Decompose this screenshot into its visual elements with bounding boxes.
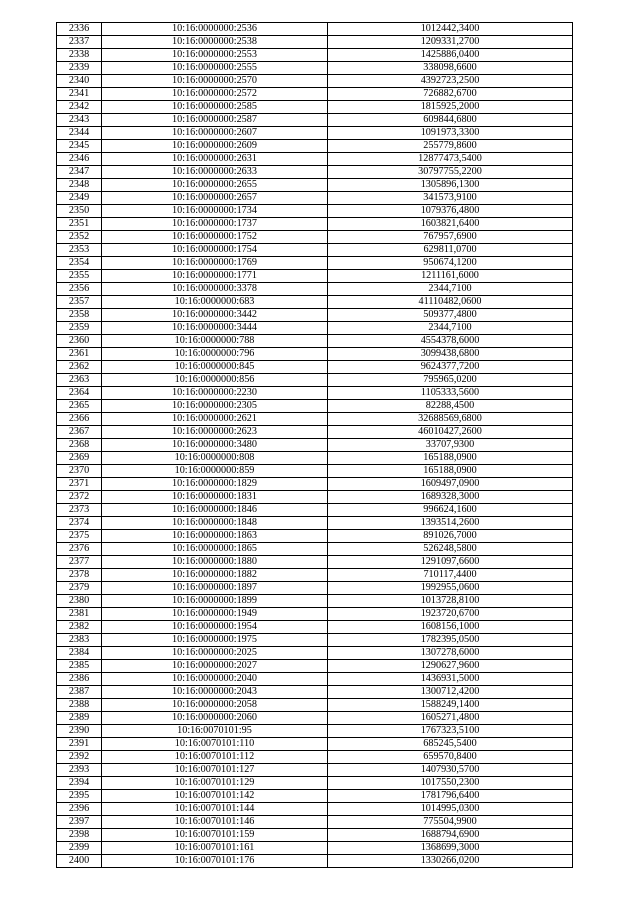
cadastral-number-cell: 10:16:0000000:1975 bbox=[102, 634, 328, 647]
value-cell: 9624377,7200 bbox=[328, 361, 573, 374]
cadastral-number-cell: 10:16:0070101:176 bbox=[102, 855, 328, 868]
table-row bbox=[57, 101, 573, 114]
table-row bbox=[57, 621, 573, 634]
value-cell: 32688569,6800 bbox=[328, 413, 573, 426]
table-row bbox=[57, 283, 573, 296]
cadastral-number-cell: 10:16:0000000:1734 bbox=[102, 205, 328, 218]
table-row bbox=[57, 465, 573, 478]
cadastral-number-cell: 10:16:0000000:2060 bbox=[102, 712, 328, 725]
table-row bbox=[57, 634, 573, 647]
cadastral-number-cell: 10:16:0070101:112 bbox=[102, 751, 328, 764]
value-cell: 1608156,1000 bbox=[328, 621, 573, 634]
cadastral-number-cell: 10:16:0000000:1737 bbox=[102, 218, 328, 231]
table-row bbox=[57, 842, 573, 855]
value-cell: 609844,6800 bbox=[328, 114, 573, 127]
row-number-cell: 2393 bbox=[57, 764, 102, 777]
row-number-cell: 2362 bbox=[57, 361, 102, 374]
table-row bbox=[57, 803, 573, 816]
row-number-cell: 2381 bbox=[57, 608, 102, 621]
cadastral-number-cell: 10:16:0000000:683 bbox=[102, 296, 328, 309]
row-number-cell: 2341 bbox=[57, 88, 102, 101]
cadastral-number-cell: 10:16:0000000:2027 bbox=[102, 660, 328, 673]
cadastral-number-cell: 10:16:0070101:144 bbox=[102, 803, 328, 816]
cadastral-number-cell: 10:16:0000000:2553 bbox=[102, 49, 328, 62]
row-number-cell: 2373 bbox=[57, 504, 102, 517]
value-cell: 1368699,3000 bbox=[328, 842, 573, 855]
table-row bbox=[57, 62, 573, 75]
table-row bbox=[57, 686, 573, 699]
row-number-cell: 2374 bbox=[57, 517, 102, 530]
row-number-cell: 2357 bbox=[57, 296, 102, 309]
row-number-cell: 2377 bbox=[57, 556, 102, 569]
table-row bbox=[57, 205, 573, 218]
row-number-cell: 2371 bbox=[57, 478, 102, 491]
table-row bbox=[57, 439, 573, 452]
cadastral-number-cell: 10:16:0000000:2230 bbox=[102, 387, 328, 400]
value-cell: 710117,4400 bbox=[328, 569, 573, 582]
table-row bbox=[57, 738, 573, 751]
cadastral-number-cell: 10:16:0000000:3442 bbox=[102, 309, 328, 322]
row-number-cell: 2379 bbox=[57, 582, 102, 595]
table-row bbox=[57, 335, 573, 348]
table-row bbox=[57, 751, 573, 764]
cadastral-number-cell: 10:16:0000000:788 bbox=[102, 335, 328, 348]
value-cell: 526248,5800 bbox=[328, 543, 573, 556]
row-number-cell: 2364 bbox=[57, 387, 102, 400]
cadastral-number-cell: 10:16:0000000:2623 bbox=[102, 426, 328, 439]
row-number-cell: 2397 bbox=[57, 816, 102, 829]
table-row bbox=[57, 140, 573, 153]
value-cell: 685245,5400 bbox=[328, 738, 573, 751]
cadastral-number-cell: 10:16:0070101:110 bbox=[102, 738, 328, 751]
table-row bbox=[57, 725, 573, 738]
cadastral-number-cell: 10:16:0000000:1831 bbox=[102, 491, 328, 504]
table-row bbox=[57, 387, 573, 400]
cadastral-number-cell: 10:16:0000000:1863 bbox=[102, 530, 328, 543]
value-cell: 30797755,2200 bbox=[328, 166, 573, 179]
value-cell: 726882,6700 bbox=[328, 88, 573, 101]
table-row bbox=[57, 348, 573, 361]
cadastral-number-cell: 10:16:0000000:2536 bbox=[102, 23, 328, 36]
table-row bbox=[57, 647, 573, 660]
row-number-cell: 2358 bbox=[57, 309, 102, 322]
cadastral-number-cell: 10:16:0000000:2621 bbox=[102, 413, 328, 426]
table-row bbox=[57, 504, 573, 517]
value-cell: 1767323,5100 bbox=[328, 725, 573, 738]
cadastral-number-cell: 10:16:0070101:129 bbox=[102, 777, 328, 790]
value-cell: 41110482,0600 bbox=[328, 296, 573, 309]
cadastral-number-cell: 10:16:0000000:1899 bbox=[102, 595, 328, 608]
table-row bbox=[57, 270, 573, 283]
value-cell: 1017550,2300 bbox=[328, 777, 573, 790]
row-number-cell: 2387 bbox=[57, 686, 102, 699]
value-cell: 1091973,3300 bbox=[328, 127, 573, 140]
cadastral-number-cell: 10:16:0000000:845 bbox=[102, 361, 328, 374]
value-cell: 1588249,1400 bbox=[328, 699, 573, 712]
cadastral-number-cell: 10:16:0000000:856 bbox=[102, 374, 328, 387]
cadastral-number-cell: 10:16:0070101:142 bbox=[102, 790, 328, 803]
table-row bbox=[57, 49, 573, 62]
table-row bbox=[57, 127, 573, 140]
value-cell: 795965,0200 bbox=[328, 374, 573, 387]
row-number-cell: 2348 bbox=[57, 179, 102, 192]
cadastral-number-cell: 10:16:0000000:859 bbox=[102, 465, 328, 478]
table-row bbox=[57, 244, 573, 257]
table-row bbox=[57, 88, 573, 101]
row-number-cell: 2400 bbox=[57, 855, 102, 868]
row-number-cell: 2336 bbox=[57, 23, 102, 36]
table-row bbox=[57, 569, 573, 582]
value-cell: 3099438,6800 bbox=[328, 348, 573, 361]
row-number-cell: 2398 bbox=[57, 829, 102, 842]
value-cell: 1603821,6400 bbox=[328, 218, 573, 231]
value-cell: 1305896,1300 bbox=[328, 179, 573, 192]
table-row bbox=[57, 478, 573, 491]
cadastral-value-table bbox=[56, 22, 573, 868]
cadastral-number-cell: 10:16:0000000:2555 bbox=[102, 62, 328, 75]
value-cell: 1605271,4800 bbox=[328, 712, 573, 725]
row-number-cell: 2376 bbox=[57, 543, 102, 556]
cadastral-number-cell: 10:16:0000000:808 bbox=[102, 452, 328, 465]
value-cell: 1923720,6700 bbox=[328, 608, 573, 621]
value-cell: 950674,1200 bbox=[328, 257, 573, 270]
value-cell: 1689328,3000 bbox=[328, 491, 573, 504]
row-number-cell: 2396 bbox=[57, 803, 102, 816]
value-cell: 1815925,2000 bbox=[328, 101, 573, 114]
table-row bbox=[57, 660, 573, 673]
table-row bbox=[57, 608, 573, 621]
cadastral-number-cell: 10:16:0000000:2607 bbox=[102, 127, 328, 140]
cadastral-number-cell: 10:16:0000000:796 bbox=[102, 348, 328, 361]
table-row bbox=[57, 582, 573, 595]
cadastral-number-cell: 10:16:0000000:1880 bbox=[102, 556, 328, 569]
table-row bbox=[57, 491, 573, 504]
cadastral-number-cell: 10:16:0000000:2040 bbox=[102, 673, 328, 686]
value-cell: 341573,9100 bbox=[328, 192, 573, 205]
value-cell: 1209331,2700 bbox=[328, 36, 573, 49]
table-row bbox=[57, 166, 573, 179]
table-row bbox=[57, 855, 573, 868]
row-number-cell: 2384 bbox=[57, 647, 102, 660]
row-number-cell: 2347 bbox=[57, 166, 102, 179]
value-cell: 1307278,6000 bbox=[328, 647, 573, 660]
table-row bbox=[57, 218, 573, 231]
row-number-cell: 2352 bbox=[57, 231, 102, 244]
row-number-cell: 2389 bbox=[57, 712, 102, 725]
table-row bbox=[57, 543, 573, 556]
row-number-cell: 2351 bbox=[57, 218, 102, 231]
cadastral-number-cell: 10:16:0000000:1752 bbox=[102, 231, 328, 244]
cadastral-number-cell: 10:16:0000000:2609 bbox=[102, 140, 328, 153]
cadastral-number-cell: 10:16:0000000:2572 bbox=[102, 88, 328, 101]
value-cell: 1300712,4200 bbox=[328, 686, 573, 699]
cadastral-number-cell: 10:16:0000000:2587 bbox=[102, 114, 328, 127]
table-body bbox=[57, 23, 573, 868]
row-number-cell: 2340 bbox=[57, 75, 102, 88]
cadastral-number-cell: 10:16:0000000:2043 bbox=[102, 686, 328, 699]
cadastral-number-cell: 10:16:0000000:1829 bbox=[102, 478, 328, 491]
row-number-cell: 2368 bbox=[57, 439, 102, 452]
cadastral-number-cell: 10:16:0070101:95 bbox=[102, 725, 328, 738]
cadastral-number-cell: 10:16:0000000:2655 bbox=[102, 179, 328, 192]
table-row bbox=[57, 829, 573, 842]
row-number-cell: 2365 bbox=[57, 400, 102, 413]
row-number-cell: 2356 bbox=[57, 283, 102, 296]
cadastral-number-cell: 10:16:0000000:2633 bbox=[102, 166, 328, 179]
value-cell: 1079376,4800 bbox=[328, 205, 573, 218]
table-row bbox=[57, 23, 573, 36]
row-number-cell: 2338 bbox=[57, 49, 102, 62]
value-cell: 1291097,6600 bbox=[328, 556, 573, 569]
table-row bbox=[57, 400, 573, 413]
value-cell: 1407930,5700 bbox=[328, 764, 573, 777]
value-cell: 1105333,5600 bbox=[328, 387, 573, 400]
value-cell: 1781796,6400 bbox=[328, 790, 573, 803]
value-cell: 996624,1600 bbox=[328, 504, 573, 517]
value-cell: 1013728,8100 bbox=[328, 595, 573, 608]
value-cell: 775504,9900 bbox=[328, 816, 573, 829]
row-number-cell: 2391 bbox=[57, 738, 102, 751]
cadastral-number-cell: 10:16:0000000:3444 bbox=[102, 322, 328, 335]
row-number-cell: 2383 bbox=[57, 634, 102, 647]
table-row bbox=[57, 699, 573, 712]
cadastral-number-cell: 10:16:0000000:3378 bbox=[102, 283, 328, 296]
table-row bbox=[57, 179, 573, 192]
row-number-cell: 2369 bbox=[57, 452, 102, 465]
cadastral-number-cell: 10:16:0000000:2585 bbox=[102, 101, 328, 114]
cadastral-number-cell: 10:16:0000000:1769 bbox=[102, 257, 328, 270]
row-number-cell: 2337 bbox=[57, 36, 102, 49]
cadastral-number-cell: 10:16:0000000:1848 bbox=[102, 517, 328, 530]
table-row bbox=[57, 413, 573, 426]
cadastral-number-cell: 10:16:0070101:146 bbox=[102, 816, 328, 829]
table-row bbox=[57, 192, 573, 205]
row-number-cell: 2363 bbox=[57, 374, 102, 387]
table-row bbox=[57, 296, 573, 309]
table-row bbox=[57, 712, 573, 725]
value-cell: 1436931,5000 bbox=[328, 673, 573, 686]
cadastral-number-cell: 10:16:0000000:1949 bbox=[102, 608, 328, 621]
row-number-cell: 2346 bbox=[57, 153, 102, 166]
cadastral-number-cell: 10:16:0000000:3480 bbox=[102, 439, 328, 452]
value-cell: 1014995,0300 bbox=[328, 803, 573, 816]
table-row bbox=[57, 530, 573, 543]
row-number-cell: 2392 bbox=[57, 751, 102, 764]
value-cell: 2344,7100 bbox=[328, 322, 573, 335]
row-number-cell: 2370 bbox=[57, 465, 102, 478]
value-cell: 2344,7100 bbox=[328, 283, 573, 296]
value-cell: 338098,6600 bbox=[328, 62, 573, 75]
value-cell: 255779,8600 bbox=[328, 140, 573, 153]
cadastral-number-cell: 10:16:0000000:2538 bbox=[102, 36, 328, 49]
value-cell: 1609497,0900 bbox=[328, 478, 573, 491]
table-row bbox=[57, 673, 573, 686]
row-number-cell: 2350 bbox=[57, 205, 102, 218]
row-number-cell: 2375 bbox=[57, 530, 102, 543]
table-row bbox=[57, 309, 573, 322]
cadastral-number-cell: 10:16:0000000:2305 bbox=[102, 400, 328, 413]
row-number-cell: 2390 bbox=[57, 725, 102, 738]
cadastral-number-cell: 10:16:0000000:1882 bbox=[102, 569, 328, 582]
value-cell: 33707,9300 bbox=[328, 439, 573, 452]
row-number-cell: 2349 bbox=[57, 192, 102, 205]
table-row bbox=[57, 426, 573, 439]
row-number-cell: 2345 bbox=[57, 140, 102, 153]
value-cell: 1012442,3400 bbox=[328, 23, 573, 36]
table-row bbox=[57, 322, 573, 335]
row-number-cell: 2366 bbox=[57, 413, 102, 426]
table-row bbox=[57, 777, 573, 790]
value-cell: 1425886,0400 bbox=[328, 49, 573, 62]
value-cell: 165188,0900 bbox=[328, 465, 573, 478]
table-row bbox=[57, 452, 573, 465]
value-cell: 1290627,9600 bbox=[328, 660, 573, 673]
table-row bbox=[57, 114, 573, 127]
row-number-cell: 2367 bbox=[57, 426, 102, 439]
table-row bbox=[57, 517, 573, 530]
row-number-cell: 2342 bbox=[57, 101, 102, 114]
row-number-cell: 2395 bbox=[57, 790, 102, 803]
table-row bbox=[57, 231, 573, 244]
row-number-cell: 2378 bbox=[57, 569, 102, 582]
row-number-cell: 2386 bbox=[57, 673, 102, 686]
table-row bbox=[57, 36, 573, 49]
table-row bbox=[57, 790, 573, 803]
cadastral-number-cell: 10:16:0000000:1865 bbox=[102, 543, 328, 556]
cadastral-number-cell: 10:16:0070101:127 bbox=[102, 764, 328, 777]
row-number-cell: 2343 bbox=[57, 114, 102, 127]
value-cell: 46010427,2600 bbox=[328, 426, 573, 439]
row-number-cell: 2385 bbox=[57, 660, 102, 673]
table-row bbox=[57, 374, 573, 387]
cadastral-number-cell: 10:16:0000000:1897 bbox=[102, 582, 328, 595]
cadastral-number-cell: 10:16:0000000:2025 bbox=[102, 647, 328, 660]
row-number-cell: 2380 bbox=[57, 595, 102, 608]
value-cell: 4392723,2500 bbox=[328, 75, 573, 88]
cadastral-number-cell: 10:16:0000000:2570 bbox=[102, 75, 328, 88]
value-cell: 12877473,5400 bbox=[328, 153, 573, 166]
row-number-cell: 2388 bbox=[57, 699, 102, 712]
value-cell: 1211161,6000 bbox=[328, 270, 573, 283]
row-number-cell: 2399 bbox=[57, 842, 102, 855]
row-number-cell: 2339 bbox=[57, 62, 102, 75]
value-cell: 1992955,0600 bbox=[328, 582, 573, 595]
cadastral-number-cell: 10:16:0000000:1771 bbox=[102, 270, 328, 283]
value-cell: 629811,0700 bbox=[328, 244, 573, 257]
cadastral-number-cell: 10:16:0070101:161 bbox=[102, 842, 328, 855]
value-cell: 891026,7000 bbox=[328, 530, 573, 543]
value-cell: 1688794,6900 bbox=[328, 829, 573, 842]
table-row bbox=[57, 764, 573, 777]
table-row bbox=[57, 75, 573, 88]
value-cell: 1330266,0200 bbox=[328, 855, 573, 868]
cadastral-number-cell: 10:16:0000000:2657 bbox=[102, 192, 328, 205]
row-number-cell: 2353 bbox=[57, 244, 102, 257]
table-row bbox=[57, 816, 573, 829]
table-row bbox=[57, 153, 573, 166]
cadastral-number-cell: 10:16:0000000:2631 bbox=[102, 153, 328, 166]
value-cell: 509377,4800 bbox=[328, 309, 573, 322]
row-number-cell: 2372 bbox=[57, 491, 102, 504]
row-number-cell: 2361 bbox=[57, 348, 102, 361]
row-number-cell: 2394 bbox=[57, 777, 102, 790]
row-number-cell: 2354 bbox=[57, 257, 102, 270]
cadastral-number-cell: 10:16:0000000:1954 bbox=[102, 621, 328, 634]
row-number-cell: 2344 bbox=[57, 127, 102, 140]
table-row bbox=[57, 556, 573, 569]
row-number-cell: 2355 bbox=[57, 270, 102, 283]
cadastral-number-cell: 10:16:0000000:2058 bbox=[102, 699, 328, 712]
table-row bbox=[57, 595, 573, 608]
cadastral-number-cell: 10:16:0070101:159 bbox=[102, 829, 328, 842]
value-cell: 1782395,0500 bbox=[328, 634, 573, 647]
value-cell: 4554378,6000 bbox=[328, 335, 573, 348]
table-row bbox=[57, 361, 573, 374]
cadastral-number-cell: 10:16:0000000:1846 bbox=[102, 504, 328, 517]
value-cell: 165188,0900 bbox=[328, 452, 573, 465]
value-cell: 767957,6900 bbox=[328, 231, 573, 244]
value-cell: 1393514,2600 bbox=[328, 517, 573, 530]
cadastral-number-cell: 10:16:0000000:1754 bbox=[102, 244, 328, 257]
value-cell: 659570,8400 bbox=[328, 751, 573, 764]
row-number-cell: 2382 bbox=[57, 621, 102, 634]
row-number-cell: 2359 bbox=[57, 322, 102, 335]
value-cell: 82288,4500 bbox=[328, 400, 573, 413]
table-row bbox=[57, 257, 573, 270]
row-number-cell: 2360 bbox=[57, 335, 102, 348]
